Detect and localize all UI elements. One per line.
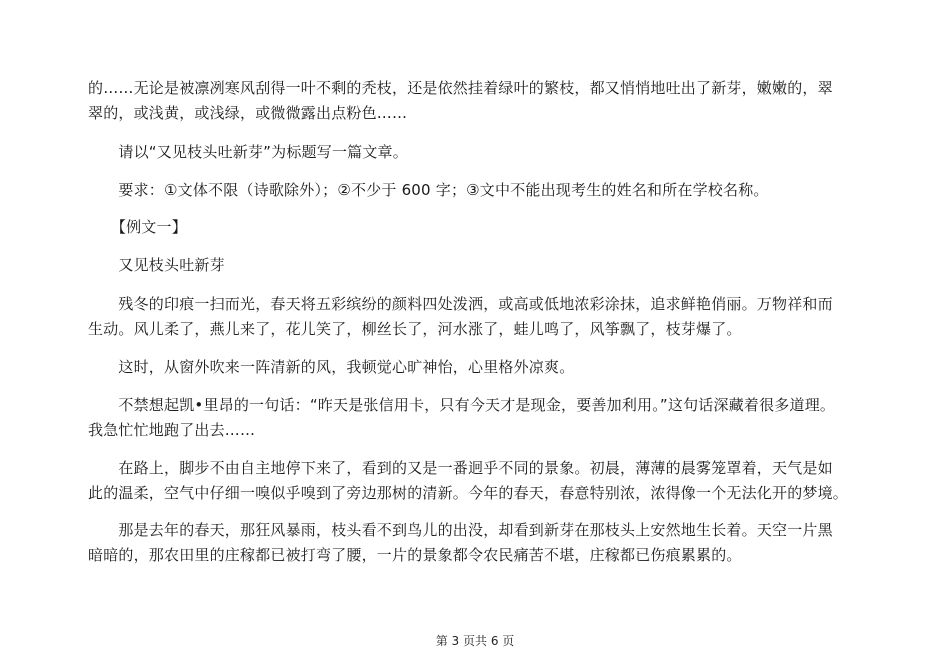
text-line: 不禁想起凯•里昂的一句话：“昨天是张信用卡，只有今天才是现金，要善加利用。”这句话深藏着很多道理。 bbox=[88, 396, 836, 414]
text-line: 暗暗的，那农田里的庄稼都已被打弯了腰，一片的景象都令农民痛苦不堪，庄稼都已伤痕累累的。 bbox=[88, 546, 742, 564]
essay-title bbox=[88, 253, 890, 278]
text-line: 我急忙忙地跑了出去…… bbox=[88, 421, 256, 439]
text-line: 此的温柔，空气中仔细一嗅似乎嗅到了旁边那树的清新。今年的春天，春意特别浓，浓得像一个无法化开的梦境。 bbox=[88, 484, 849, 502]
text-line: 翠的，或浅黄，或浅绿，或微微露出点粉色…… bbox=[88, 104, 408, 122]
text-line: 残冬的印痕一扫而光，春天将五彩缤纷的颜料四处泼洒，或高或低地浓彩涂抹，追求鲜艳俏丽。万物祥和而 bbox=[88, 295, 833, 313]
text-line: 又见枝头吐新芽 bbox=[88, 256, 225, 274]
essay-paragraph-3 bbox=[88, 393, 890, 443]
text-line: 请以“又见枝头吐新芽”为标题写一篇文章。 bbox=[88, 143, 408, 161]
essay-paragraph-5 bbox=[88, 518, 890, 568]
text-line: 生动。风儿柔了，燕儿来了，花儿笑了，柳丝长了，河水涨了，蛙儿鸣了，风筝飘了，枝芽爆了。 bbox=[88, 320, 742, 338]
text-line: 要求：①文体不限（诗歌除外）；②不少于 600 字；③文中不能出现考生的姓名和所在学校名称。 bbox=[88, 181, 769, 199]
page-footer: 第 3 页共 6 页 bbox=[435, 634, 515, 648]
text-line: 在路上，脚步不由自主地停下来了，看到的又是一番迥乎不同的景象。初晨，薄薄的晨雾笼罩着，天气是如 bbox=[88, 459, 833, 477]
essay-paragraph-2 bbox=[88, 355, 890, 380]
essay-paragraph-4 bbox=[88, 456, 890, 506]
paragraph-intro-continued bbox=[88, 76, 890, 126]
text-line: 【例文一】 bbox=[88, 218, 187, 236]
text-line: 那是去年的春天，那狂风暴雨，枝头看不到鸟儿的出没，却看到新芽在那枝头上安然地生长着。天空一片黑 bbox=[88, 521, 833, 539]
example-heading bbox=[88, 215, 890, 240]
text-line: 的……无论是被凛冽寒风刮得一叶不剩的秃枝，还是依然挂着绿叶的繁枝，都又悄悄地吐出了新芽，嫩嫩的，翠 bbox=[88, 79, 833, 97]
essay-paragraph-1 bbox=[88, 292, 890, 342]
paragraph-prompt bbox=[88, 140, 890, 165]
paragraph-requirements bbox=[88, 178, 890, 203]
text-line: 这时，从窗外吹来一阵清新的风，我顿觉心旷神怡，心里格外凉爽。 bbox=[88, 358, 575, 376]
